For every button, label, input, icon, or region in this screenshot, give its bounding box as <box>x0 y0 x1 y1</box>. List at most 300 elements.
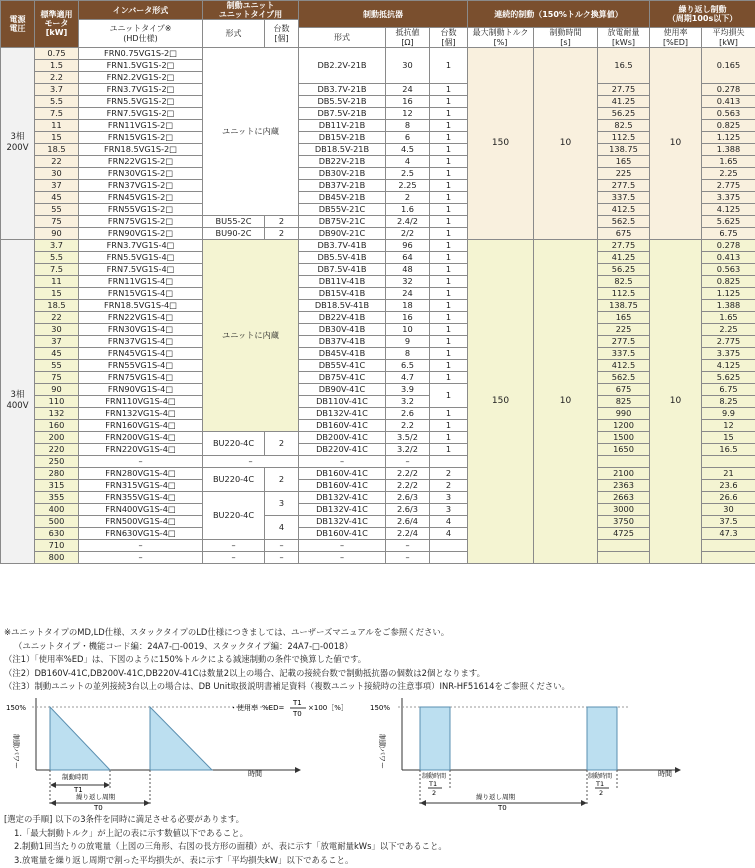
header-res-model: 形式 <box>299 28 386 47</box>
avg-loss-cell: 3.375 <box>702 191 755 203</box>
avg-loss-cell: 47.3 <box>702 527 755 539</box>
motor-cell: 355 <box>35 491 79 503</box>
motor-cell: 500 <box>35 515 79 527</box>
header-inverter-sub: ユニットタイプ※ (HD仕様) <box>79 20 203 47</box>
inverter-model-cell: FRN220VG1S-4□ <box>79 443 203 455</box>
table-row <box>1 467 755 479</box>
table-row <box>1 443 755 455</box>
table-row <box>1 191 755 203</box>
avg-loss-cell: 30 <box>702 503 755 515</box>
discharge-cell: 562.5 <box>598 215 650 227</box>
discharge-cell <box>598 551 650 563</box>
brake-time-label-right-2: 制動時間 <box>588 773 613 780</box>
header-brake-unit: 制動ユニット ユニットタイプ用 <box>203 1 299 20</box>
resistor-value-cell: 64 <box>386 251 430 263</box>
resistor-count-cell: 1 <box>430 311 468 323</box>
motor-cell: 110 <box>35 395 79 407</box>
cycle-label-right: 繰り返し周期 <box>476 793 515 801</box>
t0-label: T0 <box>94 804 103 812</box>
resistor-model-cell: DB15V-41B <box>299 287 386 299</box>
resistor-count-cell: 1 <box>430 155 468 167</box>
discharge-cell: 27.75 <box>598 239 650 251</box>
resistor-model-cell: DB45V-21B <box>299 191 386 203</box>
inverter-model-cell: FRN7.5VG1S-4□ <box>79 263 203 275</box>
motor-cell: 30 <box>35 323 79 335</box>
discharge-cell: 165 <box>598 311 650 323</box>
inverter-model-cell: FRN7.5VG1S-2□ <box>79 107 203 119</box>
table-row <box>1 179 755 191</box>
avg-loss-cell: 1.125 <box>702 287 755 299</box>
inverter-model-cell: – <box>79 551 203 563</box>
motor-cell: 18.5 <box>35 143 79 155</box>
resistor-model-cell: DB45V-41B <box>299 347 386 359</box>
motor-cell: 5.5 <box>35 251 79 263</box>
table-row <box>1 143 755 155</box>
avg-loss-cell: 15 <box>702 431 755 443</box>
header-max-torque: 最大制動トルク [%] <box>468 28 534 47</box>
resistor-value-cell: 2.2/2 <box>386 479 430 491</box>
header-resistor: 制動抵抗器 <box>299 1 468 28</box>
inverter-model-cell: FRN132VG1S-4□ <box>79 407 203 419</box>
resistor-value-cell: – <box>386 455 430 467</box>
avg-loss-cell: 1.125 <box>702 131 755 143</box>
avg-loss-cell: 26.6 <box>702 491 755 503</box>
brake-time-cell: 10 <box>534 239 598 563</box>
avg-loss-cell: 0.413 <box>702 95 755 107</box>
table-row <box>1 347 755 359</box>
resistor-value-cell: 2/2 <box>386 227 430 239</box>
duty-cell: 10 <box>650 47 702 239</box>
discharge-cell: 165 <box>598 155 650 167</box>
resistor-count-cell: 1 <box>430 263 468 275</box>
bu-model-cell: BU90-2C <box>203 227 265 239</box>
inverter-model-cell: FRN22VG1S-2□ <box>79 155 203 167</box>
inverter-model-cell: – <box>79 539 203 551</box>
step-line: [選定の手順] 以下の3条件を同時に満足させる必要があります。 <box>4 814 244 824</box>
resistor-count-cell: 1 <box>430 167 468 179</box>
t1-label-right: T1 <box>429 780 438 788</box>
motor-cell: 2.2 <box>35 71 79 83</box>
inverter-model-cell: FRN55VG1S-4□ <box>79 359 203 371</box>
discharge-cell: 82.5 <box>598 275 650 287</box>
resistor-value-cell: – <box>386 551 430 563</box>
avg-loss-cell: 3.375 <box>702 347 755 359</box>
header-bu-count: 台数 [個] <box>265 20 299 47</box>
resistor-count-cell: 2 <box>430 479 468 491</box>
resistor-count-cell: 1 <box>430 131 468 143</box>
y-150-label: 150% <box>6 704 27 712</box>
resistor-value-cell: – <box>386 539 430 551</box>
avg-loss-cell: 16.5 <box>702 443 755 455</box>
resistor-model-cell: – <box>299 539 386 551</box>
resistor-count-cell: 4 <box>430 527 468 539</box>
motor-cell: 315 <box>35 479 79 491</box>
y-150-label-right: 150% <box>370 704 391 712</box>
triangle-chart <box>6 698 300 812</box>
resistor-model-cell: DB132V-41C <box>299 515 386 527</box>
avg-loss-cell: 12 <box>702 419 755 431</box>
note-line: （注1）「使用率%ED」は、下図のように150%トルクによる減速制動の条件で換算した値です。 <box>4 654 367 665</box>
resistor-count-cell: 1 <box>430 251 468 263</box>
resistor-count-cell: 1 <box>430 275 468 287</box>
avg-loss-cell: 0.825 <box>702 275 755 287</box>
table-row <box>1 155 755 167</box>
resistor-count-cell: 1 <box>430 323 468 335</box>
resistor-count-cell: 1 <box>430 371 468 383</box>
table-row <box>1 539 755 551</box>
table-row <box>1 407 755 419</box>
resistor-value-cell: 12 <box>386 107 430 119</box>
resistor-model-cell: DB220V-41C <box>299 443 386 455</box>
y-axis-label-right: 制動パワー <box>378 734 386 769</box>
table-row <box>1 263 755 275</box>
avg-loss-cell: 2.25 <box>702 323 755 335</box>
resistor-model-cell: DB110V-41C <box>299 395 386 407</box>
discharge-cell: 1200 <box>598 419 650 431</box>
inverter-model-cell: FRN110VG1S-4□ <box>79 395 203 407</box>
inverter-model-cell: FRN400VG1S-4□ <box>79 503 203 515</box>
avg-loss-cell: 2.775 <box>702 335 755 347</box>
bu-count-cell: 2 <box>265 215 299 227</box>
motor-cell: 280 <box>35 467 79 479</box>
resistor-count-cell: 1 <box>430 239 468 251</box>
step-line: 2.制動1回当たりの放電量（上図の三角形、右図の長方形の面積）が、表に示す「放電耐量kWs」以下であること。 <box>14 841 447 852</box>
resistor-count-cell: 1 <box>430 407 468 419</box>
motor-cell: 37 <box>35 179 79 191</box>
voltage-cell: 3相 200V <box>1 47 35 239</box>
resistor-value-cell: 3.5/2 <box>386 431 430 443</box>
avg-loss-cell: 0.278 <box>702 239 755 251</box>
avg-loss-cell: 5.625 <box>702 371 755 383</box>
cycle-label: 繰り返し周期 <box>76 793 115 801</box>
motor-cell: 250 <box>35 455 79 467</box>
header-brake-time: 制動時間 [s] <box>534 28 598 47</box>
inverter-model-cell: – <box>79 455 203 467</box>
discharge-cell: 225 <box>598 167 650 179</box>
table-row <box>1 323 755 335</box>
bu-model-cell: BU55-2C <box>203 215 265 227</box>
discharge-cell <box>598 455 650 467</box>
inverter-model-cell: FRN90VG1S-4□ <box>79 383 203 395</box>
discharge-cell: 112.5 <box>598 131 650 143</box>
t1-label-right-2: T1 <box>596 780 605 788</box>
inverter-model-cell: FRN45VG1S-2□ <box>79 191 203 203</box>
avg-loss-cell: 0.278 <box>702 83 755 95</box>
motor-cell: 132 <box>35 407 79 419</box>
discharge-cell: 2100 <box>598 467 650 479</box>
resistor-model-cell: DB15V-21B <box>299 131 386 143</box>
inverter-model-cell: FRN55VG1S-2□ <box>79 203 203 215</box>
brake-time-cell: 10 <box>534 47 598 239</box>
resistor-count-cell: 1 <box>430 143 468 155</box>
table-row <box>1 455 755 467</box>
note-line: （ユニットタイプ・機能コード編：24A7-□-0019、スタックタイプ編：24A7-□-0018） <box>14 640 353 651</box>
discharge-cell: 412.5 <box>598 203 650 215</box>
resistor-value-cell: 2.6/3 <box>386 491 430 503</box>
motor-cell: 75 <box>35 371 79 383</box>
formula-tail: ×100［%］ <box>308 704 348 712</box>
resistor-value-cell: 2.4/2 <box>386 215 430 227</box>
bu-dash-cell: – <box>265 539 299 551</box>
avg-loss-cell: 0.563 <box>702 263 755 275</box>
resistor-count-cell: 1 <box>430 287 468 299</box>
motor-cell: 160 <box>35 419 79 431</box>
avg-loss-cell: 4.125 <box>702 359 755 371</box>
discharge-cell: 3750 <box>598 515 650 527</box>
resistor-model-cell: DB3.7V-21B <box>299 83 386 95</box>
resistor-count-cell: 1 <box>430 383 468 407</box>
resistor-model-cell: DB18.5V-41B <box>299 299 386 311</box>
resistor-value-cell: 6 <box>386 131 430 143</box>
avg-loss-cell: 1.65 <box>702 155 755 167</box>
avg-loss-cell: 1.388 <box>702 143 755 155</box>
motor-cell: 220 <box>35 443 79 455</box>
resistor-value-cell: 3.2/2 <box>386 443 430 455</box>
rect-2 <box>587 707 617 770</box>
resistor-value-cell: 2.5 <box>386 167 430 179</box>
header-res-value: 抵抗値 [Ω] <box>386 28 430 47</box>
discharge-cell: 16.5 <box>598 47 650 83</box>
header-bu-model: 形式 <box>203 20 265 47</box>
resistor-value-cell: 2.6/3 <box>386 503 430 515</box>
avg-loss-cell: 23.6 <box>702 479 755 491</box>
resistor-value-cell: 4 <box>386 155 430 167</box>
inverter-model-cell: FRN0.75VG1S-2□ <box>79 47 203 59</box>
resistor-value-cell: 6.5 <box>386 359 430 371</box>
bu-dash-cell: – <box>203 539 265 551</box>
step-line: 1.「最大制動トルク」が上記の表に示す数値以下であること。 <box>14 827 248 838</box>
resistor-count-cell <box>430 551 468 563</box>
discharge-cell: 412.5 <box>598 359 650 371</box>
table-row <box>1 503 755 515</box>
avg-loss-cell: 2.25 <box>702 167 755 179</box>
motor-cell: 90 <box>35 383 79 395</box>
inverter-model-cell: FRN45VG1S-4□ <box>79 347 203 359</box>
motor-cell: 45 <box>35 347 79 359</box>
discharge-cell: 277.5 <box>598 179 650 191</box>
header-repeat: 繰り返し制動 （周期100s以下） <box>650 1 755 28</box>
motor-cell: 45 <box>35 191 79 203</box>
time-label: 時間 <box>248 770 262 778</box>
avg-loss-cell: 37.5 <box>702 515 755 527</box>
resistor-count-cell: 1 <box>430 419 468 431</box>
resistor-value-cell: 8 <box>386 347 430 359</box>
resistor-model-cell: DB160V-41C <box>299 527 386 539</box>
discharge-cell: 1500 <box>598 431 650 443</box>
inverter-model-cell: FRN3.7VG1S-2□ <box>79 83 203 95</box>
resistor-model-cell: DB2.2V-21B <box>299 47 386 83</box>
motor-cell: 400 <box>35 503 79 515</box>
duty-cell: 10 <box>650 239 702 563</box>
resistor-value-cell: 2.6 <box>386 407 430 419</box>
table-row <box>1 47 755 59</box>
bu-model-cell: BU220-4C <box>203 491 265 539</box>
resistor-count-cell: 3 <box>430 503 468 515</box>
inverter-model-cell: FRN630VG1S-4□ <box>79 527 203 539</box>
discharge-cell: 3000 <box>598 503 650 515</box>
discharge-cell: 2363 <box>598 479 650 491</box>
resistor-model-cell: DB5.5V-21B <box>299 95 386 107</box>
header-motor: 標準適用 モータ [kW] <box>35 1 79 48</box>
inverter-model-cell: FRN22VG1S-4□ <box>79 311 203 323</box>
resistor-count-cell: 1 <box>430 203 468 215</box>
motor-cell: 200 <box>35 431 79 443</box>
discharge-cell: 675 <box>598 227 650 239</box>
resistor-value-cell: 2.2 <box>386 419 430 431</box>
resistor-value-cell: 1.6 <box>386 203 430 215</box>
resistor-value-cell: 3.2 <box>386 395 430 407</box>
resistor-value-cell: 2.25 <box>386 179 430 191</box>
avg-loss-cell: 0.563 <box>702 107 755 119</box>
notes <box>4 626 570 694</box>
header-voltage: 電源 電圧 <box>1 1 35 48</box>
resistor-model-cell: DB132V-41C <box>299 491 386 503</box>
bu-count-cell: 2 <box>265 431 299 455</box>
resistor-model-cell: DB160V-41C <box>299 467 386 479</box>
header-avg-loss: 平均損失 [kW] <box>702 28 755 47</box>
discharge-cell: 277.5 <box>598 335 650 347</box>
inverter-model-cell: FRN160VG1S-4□ <box>79 419 203 431</box>
resistor-model-cell: DB22V-21B <box>299 155 386 167</box>
discharge-cell: 27.75 <box>598 83 650 95</box>
motor-cell: 15 <box>35 287 79 299</box>
svg-text:2: 2 <box>599 789 604 797</box>
resistor-value-cell: 9 <box>386 335 430 347</box>
y-axis-label: 制動パワー <box>12 734 20 769</box>
inverter-model-cell: FRN1.5VG1S-2□ <box>79 59 203 71</box>
duty-formula <box>230 699 348 718</box>
avg-loss-cell: 9.9 <box>702 407 755 419</box>
resistor-model-cell: DB7.5V-21B <box>299 107 386 119</box>
table-row <box>1 335 755 347</box>
resistor-model-cell: DB75V-41C <box>299 371 386 383</box>
resistor-value-cell: 24 <box>386 287 430 299</box>
bu-model-cell: BU220-4C <box>203 467 265 491</box>
t0-label-right: T0 <box>498 804 507 812</box>
resistor-count-cell: 1 <box>430 95 468 107</box>
discharge-cell: 82.5 <box>598 119 650 131</box>
motor-cell: 3.7 <box>35 83 79 95</box>
inverter-model-cell: FRN11VG1S-4□ <box>79 275 203 287</box>
unit-builtin-cell: ユニットに内蔵 <box>203 239 299 431</box>
resistor-value-cell: 2.2/4 <box>386 527 430 539</box>
resistor-model-cell: DB18.5V-21B <box>299 143 386 155</box>
resistor-model-cell: DB37V-21B <box>299 179 386 191</box>
table-row <box>1 227 755 239</box>
resistor-count-cell: 1 <box>430 215 468 227</box>
inverter-model-cell: FRN3.7VG1S-4□ <box>79 239 203 251</box>
discharge-cell: 337.5 <box>598 347 650 359</box>
inverter-model-cell: FRN5.5VG1S-4□ <box>79 251 203 263</box>
formula-top: T1 <box>293 699 302 707</box>
table-row <box>1 359 755 371</box>
avg-loss-cell: 8.25 <box>702 395 755 407</box>
avg-loss-cell: 0.825 <box>702 119 755 131</box>
table-row <box>1 431 755 443</box>
motor-cell: 1.5 <box>35 59 79 71</box>
bu-count-cell: 2 <box>265 467 299 491</box>
inverter-model-cell: FRN90VG1S-2□ <box>79 227 203 239</box>
resistor-value-cell: 48 <box>386 263 430 275</box>
motor-cell: 55 <box>35 359 79 371</box>
table-row <box>1 131 755 143</box>
resistor-count-cell: 1 <box>430 83 468 95</box>
header-discharge: 放電耐量 [kWs] <box>598 28 650 47</box>
resistor-model-cell: DB75V-21C <box>299 215 386 227</box>
resistor-model-cell: DB55V-21C <box>299 203 386 215</box>
resistor-model-cell: DB11V-21B <box>299 119 386 131</box>
inverter-model-cell: FRN15VG1S-4□ <box>79 287 203 299</box>
discharge-cell: 56.25 <box>598 107 650 119</box>
selection-steps <box>4 813 447 867</box>
table-row <box>1 215 755 227</box>
avg-loss-cell: 21 <box>702 467 755 479</box>
discharge-cell: 825 <box>598 395 650 407</box>
triangle-1 <box>50 707 110 770</box>
table-row <box>1 107 755 119</box>
formula-label: ・使用率 <box>230 704 258 712</box>
motor-cell: 7.5 <box>35 263 79 275</box>
resistor-count-cell: 1 <box>430 191 468 203</box>
resistor-model-cell: DB3.7V-41B <box>299 239 386 251</box>
avg-loss-cell: 2.775 <box>702 179 755 191</box>
inverter-model-cell: FRN37VG1S-2□ <box>79 179 203 191</box>
resistor-count-cell: 1 <box>430 347 468 359</box>
table-row <box>1 167 755 179</box>
table-row <box>1 383 755 395</box>
inverter-model-cell: FRN15VG1S-2□ <box>79 131 203 143</box>
avg-loss-cell: 6.75 <box>702 227 755 239</box>
discharge-cell: 56.25 <box>598 263 650 275</box>
resistor-model-cell: DB37V-41B <box>299 335 386 347</box>
avg-loss-cell: 6.75 <box>702 383 755 395</box>
resistor-model-cell: DB30V-41B <box>299 323 386 335</box>
discharge-cell: 41.25 <box>598 251 650 263</box>
note-line: ※ユニットタイプのMD,LD仕様、スタックタイプのLD仕様につきましては、ユーザーズマニュアルをご参照ください。 <box>4 627 450 637</box>
unit-builtin-cell: ユニットに内蔵 <box>203 47 299 215</box>
discharge-cell: 41.25 <box>598 95 650 107</box>
formula-ed: %ED= <box>262 704 285 712</box>
resistor-value-cell: 32 <box>386 275 430 287</box>
svg-text:2: 2 <box>432 789 437 797</box>
resistor-value-cell: 4.7 <box>386 371 430 383</box>
header-res-count: 台数 [個] <box>430 28 468 47</box>
resistor-count-cell: 1 <box>430 443 468 455</box>
inverter-model-cell: FRN18.5VG1S-4□ <box>79 299 203 311</box>
table-row <box>1 527 755 539</box>
resistor-count-cell: 2 <box>430 467 468 479</box>
t1-label: T1 <box>74 786 83 794</box>
resistor-value-cell: 16 <box>386 95 430 107</box>
resistor-value-cell: 2 <box>386 191 430 203</box>
resistor-value-cell: 18 <box>386 299 430 311</box>
resistor-count-cell: 1 <box>430 179 468 191</box>
avg-loss-cell: 0.413 <box>702 251 755 263</box>
motor-cell: 0.75 <box>35 47 79 59</box>
motor-cell: 75 <box>35 215 79 227</box>
motor-cell: 11 <box>35 275 79 287</box>
resistor-model-cell: DB11V-41B <box>299 275 386 287</box>
discharge-cell: 675 <box>598 383 650 395</box>
resistor-model-cell: – <box>299 551 386 563</box>
inverter-model-cell: FRN30VG1S-2□ <box>79 167 203 179</box>
bu-dash-cell: – <box>265 551 299 563</box>
resistor-count-cell: 1 <box>430 299 468 311</box>
inverter-model-cell: FRN355VG1S-4□ <box>79 491 203 503</box>
motor-cell: 30 <box>35 167 79 179</box>
inverter-model-cell: FRN75VG1S-2□ <box>79 215 203 227</box>
bu-count-cell: 3 <box>265 491 299 515</box>
